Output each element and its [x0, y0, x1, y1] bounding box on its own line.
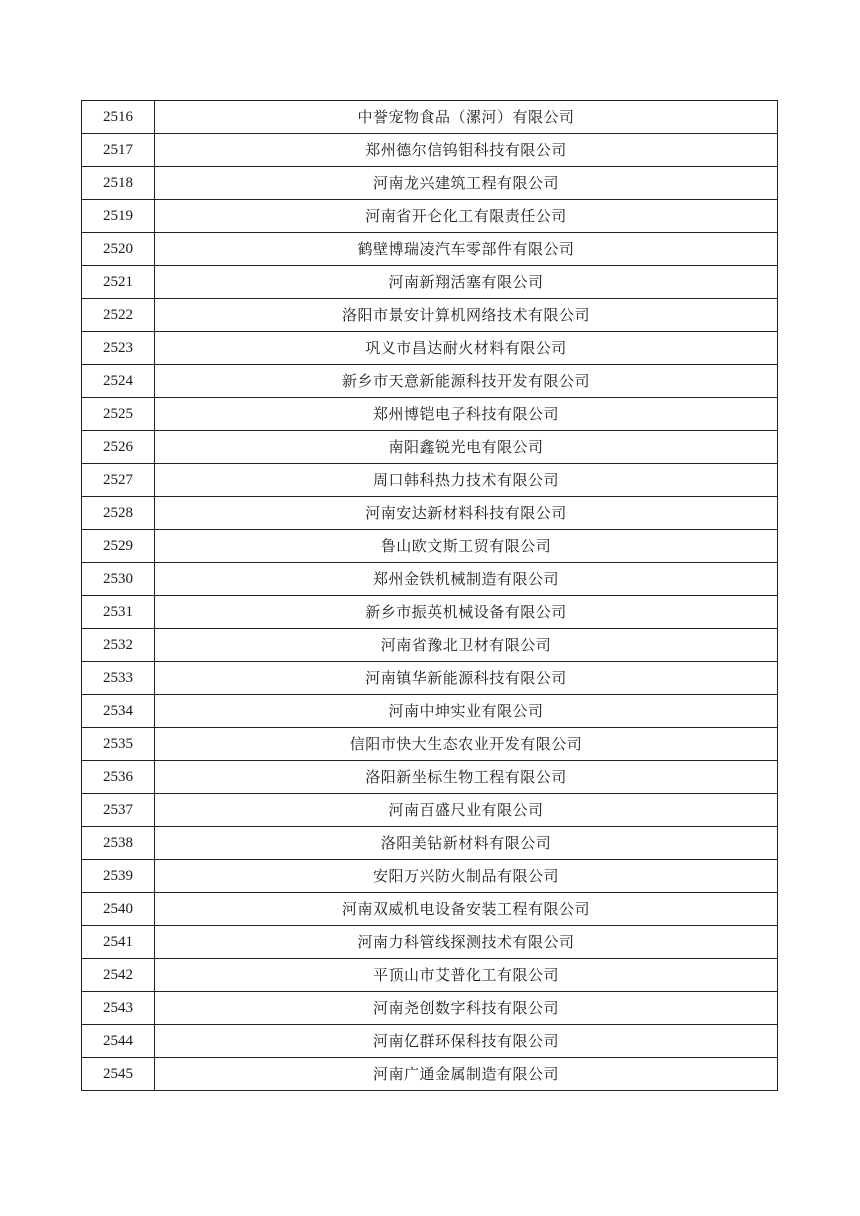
table-row — [82, 464, 778, 497]
table-row — [82, 893, 778, 926]
row-number: 2543 — [82, 992, 155, 1025]
row-number: 2537 — [82, 794, 155, 827]
table-row — [82, 596, 778, 629]
table-row — [82, 728, 778, 761]
company-name: 河南广通金属制造有限公司 — [155, 1058, 778, 1091]
table-row — [82, 662, 778, 695]
table-row — [82, 101, 778, 134]
row-number: 2526 — [82, 431, 155, 464]
company-name: 巩义市昌达耐火材料有限公司 — [155, 332, 778, 365]
company-name: 新乡市天意新能源科技开发有限公司 — [155, 365, 778, 398]
row-number: 2532 — [82, 629, 155, 662]
company-name: 河南尧创数字科技有限公司 — [155, 992, 778, 1025]
row-number: 2531 — [82, 596, 155, 629]
row-number: 2538 — [82, 827, 155, 860]
table-row — [82, 200, 778, 233]
table-row — [82, 992, 778, 1025]
row-number: 2541 — [82, 926, 155, 959]
row-number: 2516 — [82, 101, 155, 134]
row-number: 2521 — [82, 266, 155, 299]
row-number: 2534 — [82, 695, 155, 728]
company-name: 河南安达新材料科技有限公司 — [155, 497, 778, 530]
row-number: 2529 — [82, 530, 155, 563]
table-row — [82, 497, 778, 530]
table-row — [82, 365, 778, 398]
company-name: 河南百盛尺业有限公司 — [155, 794, 778, 827]
company-name: 鹤壁博瑞凌汽车零部件有限公司 — [155, 233, 778, 266]
company-name: 洛阳美钻新材料有限公司 — [155, 827, 778, 860]
company-name: 安阳万兴防火制品有限公司 — [155, 860, 778, 893]
table-row — [82, 167, 778, 200]
row-number: 2545 — [82, 1058, 155, 1091]
row-number: 2523 — [82, 332, 155, 365]
row-number: 2530 — [82, 563, 155, 596]
row-number: 2522 — [82, 299, 155, 332]
table-row — [82, 1025, 778, 1058]
row-number: 2520 — [82, 233, 155, 266]
table-row — [82, 827, 778, 860]
table-row — [82, 1058, 778, 1091]
row-number: 2540 — [82, 893, 155, 926]
row-number: 2528 — [82, 497, 155, 530]
company-name: 周口韩科热力技术有限公司 — [155, 464, 778, 497]
company-name: 信阳市快大生态农业开发有限公司 — [155, 728, 778, 761]
company-name: 洛阳新坐标生物工程有限公司 — [155, 761, 778, 794]
row-number: 2544 — [82, 1025, 155, 1058]
row-number: 2519 — [82, 200, 155, 233]
table-row — [82, 794, 778, 827]
row-number: 2518 — [82, 167, 155, 200]
row-number: 2533 — [82, 662, 155, 695]
company-name: 平顶山市艾普化工有限公司 — [155, 959, 778, 992]
row-number: 2525 — [82, 398, 155, 431]
row-number: 2517 — [82, 134, 155, 167]
company-name: 河南省豫北卫材有限公司 — [155, 629, 778, 662]
company-name: 郑州金铁机械制造有限公司 — [155, 563, 778, 596]
row-number: 2535 — [82, 728, 155, 761]
table-row — [82, 431, 778, 464]
company-name: 河南镇华新能源科技有限公司 — [155, 662, 778, 695]
company-name: 河南龙兴建筑工程有限公司 — [155, 167, 778, 200]
row-number: 2527 — [82, 464, 155, 497]
table-row — [82, 761, 778, 794]
table-row — [82, 926, 778, 959]
company-name: 河南双威机电设备安装工程有限公司 — [155, 893, 778, 926]
company-name: 河南省开仑化工有限责任公司 — [155, 200, 778, 233]
table-row — [82, 332, 778, 365]
company-name: 郑州博铠电子科技有限公司 — [155, 398, 778, 431]
company-name: 洛阳市景安计算机网络技术有限公司 — [155, 299, 778, 332]
company-name: 河南亿群环保科技有限公司 — [155, 1025, 778, 1058]
row-number: 2542 — [82, 959, 155, 992]
company-name: 河南中坤实业有限公司 — [155, 695, 778, 728]
row-number: 2536 — [82, 761, 155, 794]
table-row — [82, 530, 778, 563]
table-row — [82, 629, 778, 662]
company-name: 鲁山欧文斯工贸有限公司 — [155, 530, 778, 563]
table-row — [82, 233, 778, 266]
company-name: 河南力科管线探测技术有限公司 — [155, 926, 778, 959]
table-row — [82, 299, 778, 332]
company-name: 南阳鑫锐光电有限公司 — [155, 431, 778, 464]
table-row — [82, 695, 778, 728]
table-row — [82, 134, 778, 167]
company-table — [81, 100, 778, 1091]
table-row — [82, 563, 778, 596]
company-name: 河南新翔活塞有限公司 — [155, 266, 778, 299]
table-row — [82, 398, 778, 431]
company-name: 中誉宠物食品（漯河）有限公司 — [155, 101, 778, 134]
table-row — [82, 860, 778, 893]
company-name: 郑州德尔信钨钼科技有限公司 — [155, 134, 778, 167]
row-number: 2524 — [82, 365, 155, 398]
row-number: 2539 — [82, 860, 155, 893]
table-row — [82, 266, 778, 299]
company-table-body — [82, 101, 778, 1091]
table-row — [82, 959, 778, 992]
company-name: 新乡市振英机械设备有限公司 — [155, 596, 778, 629]
